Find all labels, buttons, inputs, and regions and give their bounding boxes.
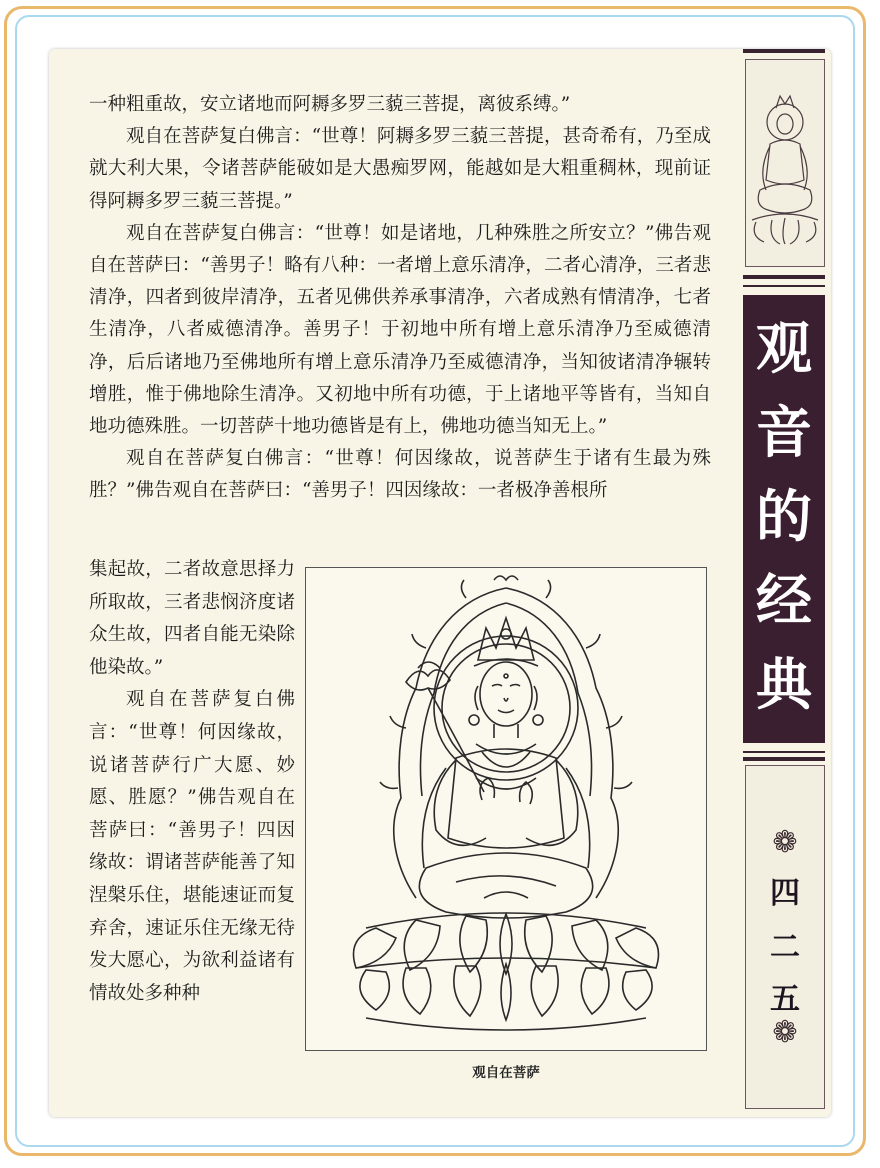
side-column	[743, 49, 831, 1117]
bodhisattva-thumbnail-drawing	[746, 60, 824, 266]
illustration-caption: 观自在菩萨	[472, 1065, 540, 1081]
page-number-char: 四	[770, 876, 800, 911]
book-title-char: 的	[756, 484, 812, 550]
book-title-char: 观	[756, 316, 812, 382]
paragraph: 一种粗重故，安立诸地而阿耨多罗三藐三菩提，离彼系缚。”	[89, 94, 571, 115]
page-number-box	[745, 765, 825, 1109]
bodhisattva-illustration	[305, 567, 707, 1051]
book-page	[49, 49, 831, 1117]
divider	[743, 751, 825, 753]
paragraph: 观自在菩萨复白佛言：“世尊！阿耨多罗三藐三菩提，甚奇希有，乃至成就大利大果，令诸菩萨能破如是大愚痴罗网，能越如是大粗重稠林，现前证得阿耨多罗三藐三菩提。”	[89, 126, 711, 212]
paragraph: 观自在菩萨复白佛言：“世尊！何因缘故，说菩萨生于诸有生最为殊胜？”佛告观自在菩萨曰：“善男子！四因缘故：一者极净善根所	[89, 448, 711, 502]
divider	[743, 49, 825, 53]
book-title-char: 经	[756, 568, 812, 634]
divider	[743, 275, 825, 279]
book-title-char: 典	[756, 652, 812, 718]
page-number-char: 五	[770, 982, 800, 1017]
book-title-band	[743, 295, 825, 743]
divider	[743, 285, 825, 287]
page-number-char: 二	[770, 930, 800, 965]
bodhisattva-thumbnail	[745, 59, 825, 267]
side-text-block	[89, 554, 295, 1010]
book-title-char: 音	[756, 400, 812, 466]
paragraph: 观自在菩萨复白佛言：“世尊！何因缘故，说诸菩萨行广大愿、妙愿、胜愿？”佛告观自在菩萨曰：“善男子！四因缘故：谓诸菩萨能善了知涅槃乐住，堪能速证而复弃舍，速证乐住无缘无待发大愿心，为欲利益诸有情故处多种种	[89, 689, 295, 1004]
flower-ornament-icon: ❁	[772, 1015, 798, 1050]
main-text-block	[89, 89, 711, 508]
flower-ornament-icon: ❁	[772, 825, 798, 860]
paragraph: 集起故，二者故意思择力所取故，三者悲悯济度诸众生故，四者自能无染除他染故。”	[89, 559, 295, 678]
divider	[743, 757, 825, 761]
bodhisattva-line-drawing	[306, 568, 706, 1050]
paragraph: 观自在菩萨复白佛言：“世尊！如是诸地，几种殊胜之所安立？”佛告观自在菩萨曰：“善男子！略有八种：一者增上意乐清净，二者心清净，三者悲清净，四者到彼岸清净，五者见佛供养承事清净，六者成熟有情清净，七者生清净，八者威德清净。善男子！于初地中所有增上意乐清净乃至威德清净，后后诸地乃至佛地所有增上意乐清净乃至威德清净，当知彼诸清净辗转增胜，惟于佛地除生清净。又初地中所有功德，于上诸地平等皆有，当知自地功德殊胜。一切菩萨十地功德皆是有上，佛地功德当知无上。”	[89, 222, 711, 438]
